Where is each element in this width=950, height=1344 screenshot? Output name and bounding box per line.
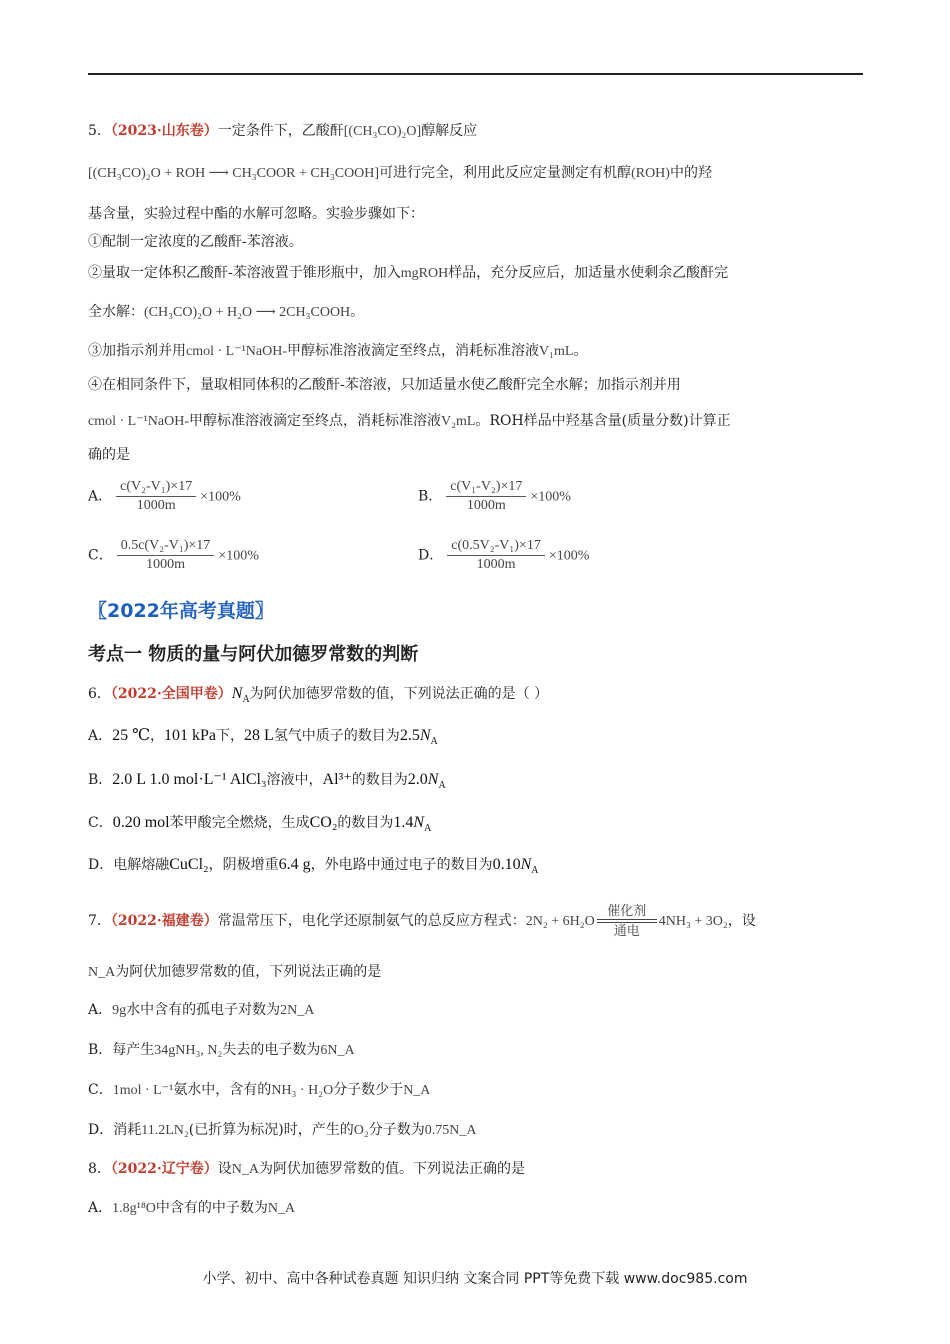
text: 分子数为: [368, 1122, 425, 1138]
text: 中的羟: [669, 165, 712, 181]
text: 下，: [216, 728, 245, 744]
text: 水中含有的孤电子对数为: [126, 1002, 281, 1018]
formula: 1.8g¹⁸O: [112, 1201, 156, 1216]
section-title: 〖2022年高考真题〗: [88, 600, 274, 622]
q5-option-a[interactable]: [88, 478, 241, 515]
formula: 0.75N_A: [424, 1123, 477, 1138]
formula: 28 L: [244, 727, 274, 744]
formula: ×100%: [530, 489, 571, 505]
formula: CuCl₂: [169, 856, 209, 873]
option-label: A．: [88, 1200, 113, 1216]
kaodian-heading: 考点一 物质的量与阿伏加德罗常数的判断: [88, 644, 419, 665]
formula: NH₃ · H₂O: [271, 1083, 334, 1098]
reaction-condition: [597, 903, 657, 939]
na-letter: N: [231, 685, 243, 702]
q8-stem: [88, 1159, 525, 1180]
q5-option-b[interactable]: [418, 478, 571, 515]
text: 甲醇标准溶液滴定至终点，消耗标准溶液: [287, 343, 540, 359]
text: 溶液中，: [266, 772, 323, 788]
formula: 6.4 g: [278, 856, 311, 873]
formula: ×100%: [218, 548, 259, 564]
text: 为阿伏加德罗常数的值，下列说法正确的是: [115, 964, 382, 980]
formula: 1mol · L⁻¹: [112, 1083, 174, 1098]
formula: ×100%: [200, 489, 241, 505]
na-letter: N: [427, 771, 439, 788]
q5-line-6: [88, 302, 364, 323]
formula: (ROH): [631, 166, 670, 181]
formula: 9g: [112, 1003, 127, 1018]
formula: 101 kPa: [164, 727, 217, 744]
source-tag: （2022·全国甲卷）: [110, 686, 232, 702]
q6-option-a[interactable]: [88, 726, 438, 752]
text: 可进行完全，利用此反应定量测定有机醇: [379, 165, 632, 181]
option-label: C．: [88, 815, 113, 831]
condition-top: 催化剂: [607, 903, 647, 918]
formula: O₂: [353, 1123, 369, 1138]
q5-option-c[interactable]: [88, 537, 259, 574]
text: 。ROH样品中羟基含量(质量分数)计算正: [475, 413, 731, 429]
condition-bottom: 通电: [613, 923, 640, 938]
q5-line-2: [88, 163, 712, 184]
formula: mgROH: [400, 266, 449, 281]
text: 常温常压下，电化学还原制氨气的总反应方程式：: [217, 913, 526, 929]
text: 甲醇标准溶液滴定至终点，消耗标准溶液: [189, 413, 442, 429]
fraction: [446, 478, 526, 515]
formula: 1.4: [393, 814, 414, 831]
option-label: B．: [418, 488, 443, 505]
text: 的数目为: [337, 815, 394, 831]
formula: N_A: [267, 1201, 296, 1216]
option-label: A．: [88, 1002, 113, 1018]
text: ②量取一定体积乙酸酐-苯溶液置于锥形瓶中，加入: [88, 265, 401, 281]
top-rule: [88, 73, 863, 75]
text: 设: [217, 1161, 232, 1177]
q5-line-1: [88, 121, 477, 142]
q6-option-d[interactable]: [88, 855, 539, 881]
option-label: C．: [88, 547, 113, 564]
text: ，外电路中通过电子的数目为: [310, 857, 493, 873]
text: ③加指示剂并用: [88, 343, 186, 359]
text: 。: [573, 343, 588, 359]
q7-option-c[interactable]: [88, 1080, 430, 1101]
denominator: 1000m: [466, 498, 506, 513]
numerator: 0.5c(V₂-V₁)×17: [117, 537, 215, 556]
question-number: 8．: [88, 1161, 111, 1177]
formula: 2N_A: [280, 1003, 315, 1018]
q5-line-10: 确的是: [88, 447, 130, 463]
q5-line-5: [88, 263, 728, 284]
formula: N_A: [403, 1083, 431, 1098]
na-symbol: [231, 685, 250, 706]
text: (已折算为标况)时，产生的: [188, 1122, 354, 1138]
na-letter: N: [413, 814, 425, 831]
source-tag: （2022·福建卷）: [110, 913, 218, 929]
na-symbol: [413, 814, 432, 835]
formula: ×100%: [548, 548, 590, 564]
na-sub: A: [438, 780, 446, 792]
na-sub: A: [242, 694, 250, 706]
option-label: B．每产生: [88, 1042, 155, 1058]
formula: 4NH₃ + 3O₂: [658, 914, 728, 929]
formula: N_A: [231, 1162, 259, 1177]
formula: 6N_A: [320, 1043, 355, 1058]
denominator: 1000m: [146, 557, 185, 572]
option-label: D．消耗: [88, 1122, 142, 1138]
na-letter: N: [419, 727, 431, 744]
numerator: c(0.5V₂-V₁)×17: [447, 537, 545, 556]
q6-option-b[interactable]: [88, 770, 446, 796]
option-label: D．: [418, 547, 444, 564]
na-symbol: [520, 856, 539, 877]
denominator: 1000m: [136, 498, 176, 513]
q7-line-2: [88, 962, 381, 983]
text: 分子数少于: [333, 1082, 404, 1098]
question-number: 7．: [88, 913, 111, 929]
text: 中含有的中子数为: [155, 1200, 268, 1216]
q5-line-4: ①配制一定浓度的乙酸酐-苯溶液。: [88, 234, 303, 250]
na-sub: A: [430, 736, 438, 748]
q5-line-7: [88, 341, 587, 362]
formula: 0.20 mol: [112, 814, 170, 831]
text: 为阿伏加德罗常数的值。下列说法正确的是: [259, 1161, 525, 1177]
q7-stem: [88, 903, 756, 939]
source-tag: （2023·山东卷）: [110, 123, 218, 139]
footer-banner[interactable]: 小学、初中、高中各种试卷真题 知识归纳 文案合同 PPT等免费下载 www.doc985.com: [202, 1271, 748, 1287]
text: 失去的电子数为: [222, 1042, 321, 1058]
q6-option-c[interactable]: [88, 813, 431, 839]
q5-line-8: ④在相同条件下，量取相同体积的乙酸酐-苯溶液，只加适量水使乙酸酐完全水解；加指示剂并用: [88, 377, 681, 393]
q6-stem: [88, 684, 548, 710]
numerator: c(V₂-V₁)×17: [116, 478, 196, 497]
question-number: 6．: [88, 686, 111, 702]
q5-line-9: [88, 411, 731, 432]
text: 氨水中，含有的: [173, 1082, 272, 1098]
formula: cmol · L⁻¹NaOH-: [88, 414, 190, 429]
option-label: C．: [88, 1082, 113, 1098]
text: 的数目为: [351, 772, 408, 788]
text: 氢气中质子的数目为: [273, 728, 400, 744]
option-label: B．: [88, 772, 113, 788]
formula: 2.0: [407, 771, 428, 788]
formula: N_A: [88, 965, 116, 980]
text: ，设: [727, 913, 756, 929]
formula: cmol · L⁻¹NaOH-: [186, 344, 288, 359]
text: 样品，充分反应后，加适量水使剩余乙酸酐完: [448, 265, 729, 281]
fraction: [117, 537, 215, 574]
option-label: A．: [88, 728, 113, 744]
source-tag: （2022·辽宁卷）: [110, 1161, 218, 1177]
q7-option-a[interactable]: [88, 1000, 314, 1021]
text: 苯甲酸完全燃烧，生成: [169, 815, 310, 831]
formula: Al³⁺: [322, 771, 352, 788]
na-letter: N: [520, 856, 532, 873]
text: 全水解：: [88, 304, 144, 320]
text: 醇解反应: [421, 123, 478, 139]
question-number: 5．: [88, 123, 111, 139]
q7-option-d[interactable]: [88, 1120, 476, 1141]
formula: V₂mL: [441, 414, 476, 429]
option-label: D．电解熔融: [88, 857, 170, 873]
formula: [(CH₃CO)₂O]: [343, 124, 422, 139]
formula: V₁mL: [539, 344, 574, 359]
formula: 34gNH₃, N₂: [154, 1043, 223, 1058]
formula: 0.10: [492, 856, 521, 873]
text: 为阿伏加德罗常数的值，下列说法正确的是（ ）: [249, 686, 549, 702]
q5-line-3: 基含量，实验过程中酯的水解可忽略。实验步骤如下：: [88, 206, 424, 222]
formula: 2.5: [399, 727, 420, 744]
na-symbol: [419, 727, 438, 748]
text: ，阴极增重: [208, 857, 279, 873]
formula: CO₂: [309, 814, 338, 831]
na-sub: A: [531, 865, 539, 877]
fraction: [116, 478, 196, 515]
reaction-equation: (CH₃CO)₂O + H₂O ⟶ 2CH₃COOH: [144, 305, 351, 320]
option-label: A．: [88, 488, 113, 505]
text: 一定条件下，乙酸酐: [217, 123, 344, 139]
formula: 25 ℃: [112, 727, 151, 744]
formula: 2.0 L 1.0 mol·L⁻¹ AlCl₃: [112, 771, 267, 788]
fraction: [447, 537, 545, 574]
text: 。: [350, 304, 365, 320]
reaction-equation: [(CH₃CO)₂O + ROH ⟶ CH₃COOR + CH₃COOH]: [88, 166, 380, 181]
formula: 11.2LN₂: [141, 1123, 189, 1138]
denominator: 1000m: [476, 557, 516, 572]
q8-option-a[interactable]: [88, 1198, 295, 1219]
na-symbol: [427, 771, 446, 792]
na-sub: A: [424, 823, 432, 835]
q7-option-b[interactable]: [88, 1040, 355, 1061]
numerator: c(V₁-V₂)×17: [446, 478, 526, 497]
text: ，: [150, 728, 165, 744]
q5-option-d[interactable]: [418, 537, 589, 574]
formula: 2N₂ + 6H₂O: [525, 914, 595, 929]
